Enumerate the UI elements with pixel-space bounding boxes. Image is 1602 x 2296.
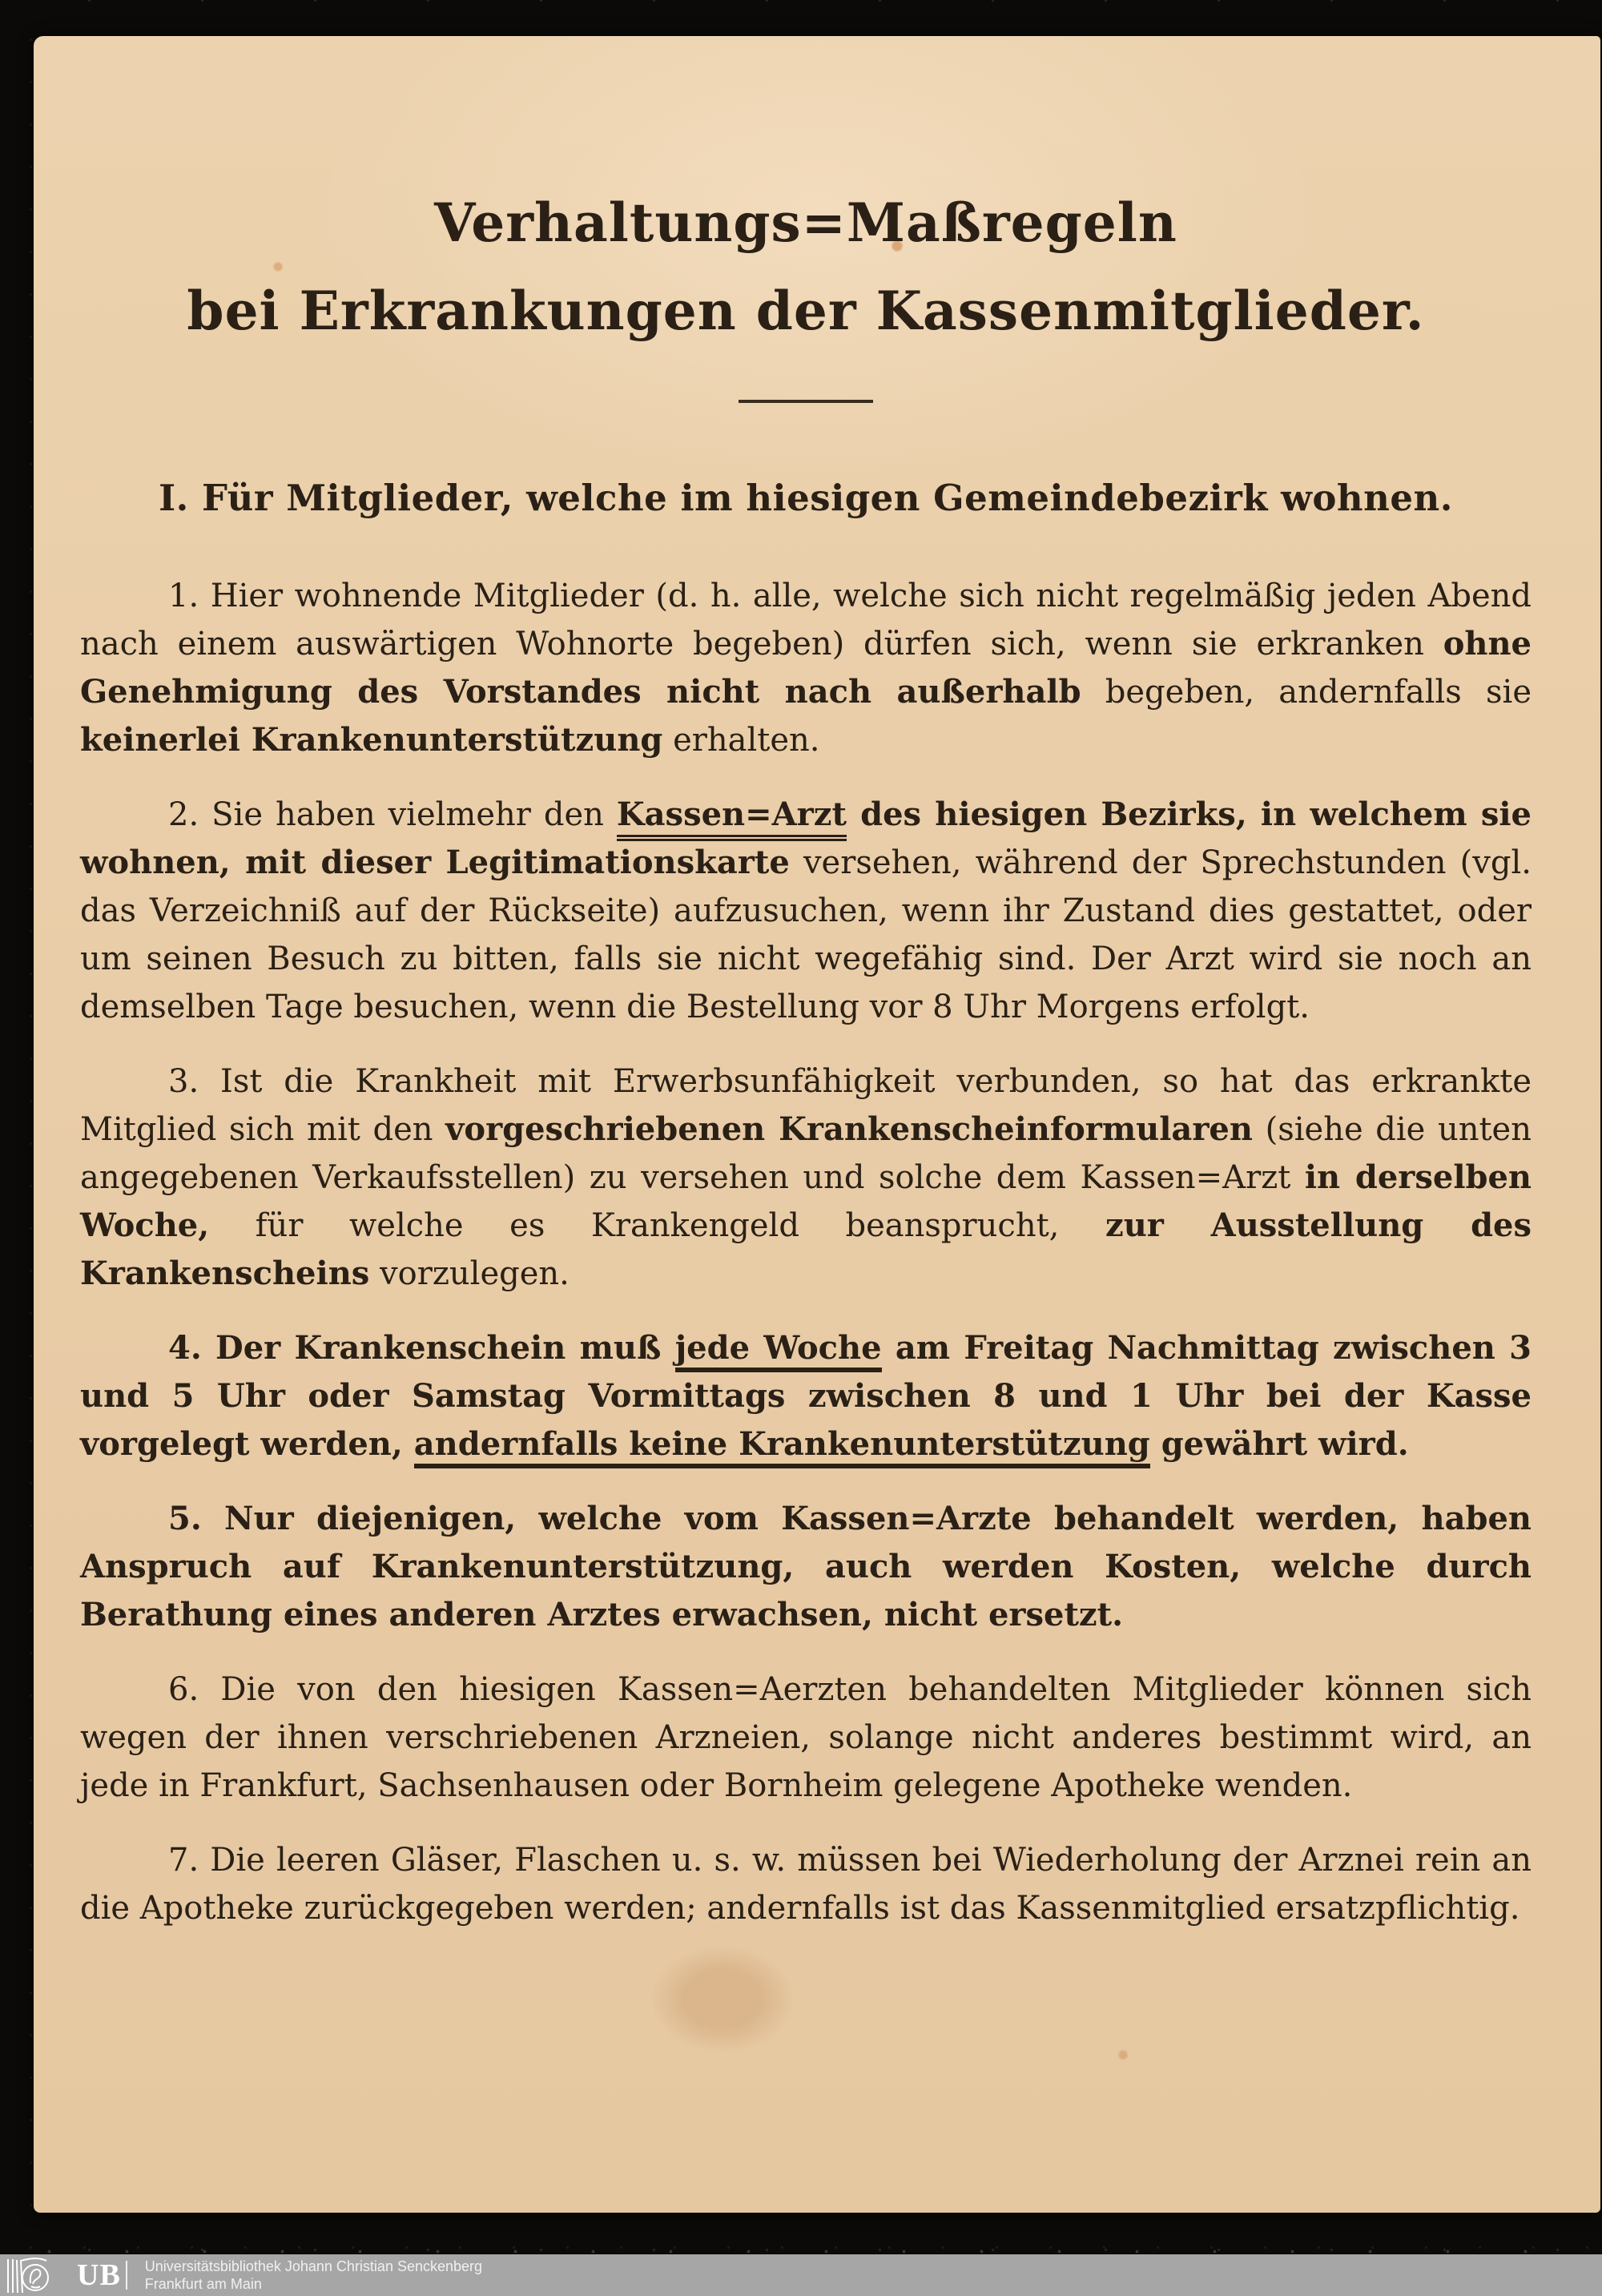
text-segment: 4. Der Krankenschein muß <box>168 1329 675 1367</box>
text-segment: (siehe die unten angegebenen Verkaufsstellen) zu versehen und solche dem Kassen=Arzt <box>80 1111 1532 1196</box>
text-segment: in derselben Woche, <box>80 1158 1532 1244</box>
page-title <box>80 179 1532 355</box>
footer-text <box>145 2258 482 2293</box>
text-segment: begeben, andernfalls sie <box>1081 674 1532 711</box>
title-divider <box>739 400 873 403</box>
text-segment: andernfalls keine Krankenunterstützung <box>414 1425 1150 1468</box>
text-segment: zur Ausstellung des Krankenscheins <box>80 1206 1532 1292</box>
paragraph <box>80 791 1532 1031</box>
book-portrait-icon <box>5 2256 82 2294</box>
text-segment: für welche es Krankengeld beansprucht, <box>209 1207 1105 1244</box>
text-segment: ohne Genehmigung des Vorstandes nicht nach außerhalb <box>80 625 1532 711</box>
text-segment: 7. Die leeren Gläser, Flaschen u. s. w. müssen bei Wiederholung der Arznei rein an die Apotheke zurückgegeben werden; andernfalls ist das Kassenmitglied ersatzpflichtig. <box>80 1842 1532 1927</box>
text-segment: vorgeschriebenen Krankenscheinformularen <box>445 1110 1253 1148</box>
text-segment: gewährt wird. <box>1149 1425 1409 1463</box>
title-line-2: bei Erkrankungen der Kassenmitglieder. <box>187 280 1425 342</box>
document-card <box>34 36 1600 2213</box>
footer-library-city: Frankfurt am Main <box>144 2276 262 2292</box>
paragraph-list <box>80 572 1532 1932</box>
footer-library-name: Universitätsbibliothek Johann Christian Senckenberg <box>144 2258 483 2274</box>
text-segment: 5. Nur diejenigen, welche vom Kassen=Arzte behandelt werden, haben Anspruch auf Krankenunterstützung, auch werden Kosten, welche durch Berathung eines anderen Arztes erwachsen, nicht ersetzt. <box>80 1500 1532 1633</box>
text-segment: 1. Hier wohnende Mitglieder (d. h. alle, welche sich nicht regelmäßig jeden Abend nach einem auswärtigen Wohnorte begeben) dürfen sich, wenn sie erkranken <box>80 578 1532 663</box>
text-segment: 6. Die von den hiesigen Kassen=Aerzten behandelten Mitglieder können sich wegen der ihnen verschriebenen Arzneien, solange nicht anderes bestimmt wird, an jede in Frankfurt, Sachsenhausen oder Bornheim gelegene Apotheke wenden. <box>80 1671 1532 1804</box>
text-segment: Kassen=Arzt <box>617 796 847 841</box>
text-segment: 3. Ist die Krankheit mit Erwerbsunfähigkeit verbunden, so hat das erkrankte Mitglied sich mit den <box>80 1063 1532 1148</box>
text-segment: vorzulegen. <box>369 1255 570 1292</box>
paragraph <box>80 1495 1532 1639</box>
section-heading: I. Für Mitglieder, welche im hiesigen Gemeindebezirk wohnen. <box>159 477 1453 519</box>
paragraph <box>80 572 1532 764</box>
text-segment: versehen, während der Sprechstunden (vgl. das Verzeichniß auf der Rückseite) aufzusuchen, wenn ihr Zustand dies gestattet, oder um seinen Besuch zu bitten, falls sie nicht wegefähig sind. Der Arzt wird sie noch an demselben Tage besuchen, wenn die Bestellung vor 8 Uhr Morgens erfolgt. <box>80 844 1532 1025</box>
text-segment: jede Woche <box>675 1329 882 1372</box>
paragraph <box>80 1836 1532 1932</box>
ub-logo-text: UB <box>77 2258 121 2292</box>
text-segment: erhalten. <box>662 722 820 759</box>
text-segment: des hiesigen Bezirks, in welchem sie wohnen, mit dieser Legitimationskarte <box>80 796 1532 881</box>
paragraph <box>80 1324 1532 1468</box>
text-segment: keinerlei Krankenunterstützung <box>80 721 663 759</box>
paragraph <box>80 1057 1532 1298</box>
text-segment: 2. Sie haben vielmehr den <box>168 796 617 833</box>
logo-divider <box>126 2261 127 2290</box>
library-footer <box>0 2254 1602 2296</box>
text-segment: am Freitag Nachmittag zwischen 3 und 5 Uhr oder Samstag Vormittags zwischen 8 und 1 Uhr bei der Kasse vorgelegt werden, <box>80 1329 1532 1463</box>
ub-logo <box>5 2254 127 2296</box>
title-line-1: Verhaltungs=Maßregeln <box>434 191 1177 254</box>
paragraph <box>80 1666 1532 1810</box>
